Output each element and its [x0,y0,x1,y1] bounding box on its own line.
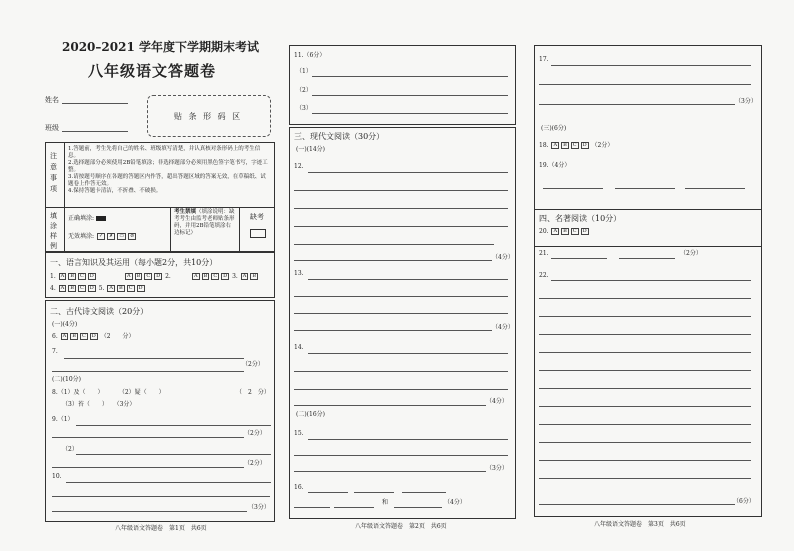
absent-label: 缺考 [250,213,264,221]
q7-score: （2分） [242,361,264,368]
q11-box [289,45,516,125]
q19-label: 19.（4分） [539,162,571,169]
q14-score: （4分） [486,398,508,405]
absent-checkbox[interactable] [250,229,266,238]
note-item: 1.答题前，考生先将自己的姓名、班级填写清楚，并认真核对条形码上的考生信息。 [68,146,261,159]
choice-d[interactable]: D [89,273,94,279]
choice-c[interactable]: C [79,273,84,279]
fill-wrong: 无效填涂: ✓ ✗ ▭ ⊘ [68,233,135,240]
q14-label: 14. [294,344,304,351]
q11-label: 11.（6分） [294,52,326,59]
part-1-label: (一)(4分) [52,321,78,328]
q10-score: （3分） [248,504,270,511]
fill-label-cell [46,207,65,251]
filled-sample [96,216,106,221]
part-2-label: (二)(10分) [52,376,81,383]
q15-score: （3分） [486,465,508,472]
barcode-area [147,95,271,137]
q11-2-label: （2） [296,87,312,94]
q12-score: （4分） [492,254,514,261]
section4-box [534,209,762,517]
section3-title: 三、现代文阅读（30分） [294,132,385,141]
q20-row: 20. A B C D [539,228,587,235]
section2-box [45,300,275,522]
q22-label: 22. [539,272,549,279]
q9-2-label: （2） [62,446,78,453]
q18-row: 18. A B C D （2分） [539,142,614,149]
footer-page-3: 八年级语文答题卷 第3页 共6页 [594,521,686,528]
q9-score-2: （2分） [244,460,266,467]
notes-box [45,142,275,252]
q4-row: 4. A B C D 5. A B C D [50,285,143,292]
part-3-label: (三)(6分) [541,125,567,132]
barcode-label: 贴 条 形 码 区 [174,112,243,121]
q17-score: （3分） [735,98,757,105]
q12-label: 12. [294,163,304,170]
section2-title: 二、古代诗文阅读（20分） [50,307,149,316]
notes-label: 注意事项 [50,152,57,193]
paper-title: 八年级语文答题卷 [88,62,217,80]
fill-label: 填涂样例 [50,212,57,250]
q13-score: （4分） [492,324,514,331]
q16-score: （4分） [444,499,466,506]
q3-row: A B C D 3. A B [194,273,257,280]
note-item: 2.选择题部分必须使用2B铅笔填涂；非选择题部分必须用黑色签字笔书写，字迹工整。 [68,160,268,173]
q11-3-label: （3） [296,105,312,112]
s3-part-2-label: (二)(16分) [296,411,325,418]
s3-part-1-label: (一)(14分) [296,146,325,153]
q8-row1: 8.（1）及（ ） （2）疑（ ） [52,389,165,396]
name-field[interactable] [62,103,128,104]
name-label: 姓名 [45,96,59,104]
section3-box [289,127,516,519]
footer-page-1: 八年级语文答题卷 第1页 共6页 [115,525,207,532]
q2-row: A B C D 2. [127,273,171,280]
notes-label-cell [46,143,65,208]
q9-score-1: （2分） [244,430,266,437]
class-field[interactable] [62,131,128,132]
q13-label: 13. [294,270,304,277]
q11-1-label: （1） [296,68,312,75]
q7-label: 7. [52,348,58,355]
q16-and: 和 [382,499,389,506]
fill-correct: 正确填涂: [68,215,106,223]
q21-score: （2分） [680,250,702,257]
q16-label: 16. [294,484,304,491]
q22-score: （6分） [733,498,755,505]
q10-label: 10. [52,473,62,480]
q6-row: 6. A B C D （2 分） [52,333,135,340]
q9-label: 9.（1） [52,416,74,423]
note-item: 4.保持答题卡清洁，不折叠、不破损。 [68,188,162,194]
q8-row2: （3）苔（ ） （3分） [62,401,136,408]
exam-title: 2020–2021 学年度下学期期末考试 [62,40,259,54]
note-item: 3.请按题号顺序在各题的答题区内作答，超出答题区域的答案无效，在草稿纸、试题卷上作答无效。 [68,174,266,187]
choice-b[interactable]: B [70,273,74,279]
q21-label: 21. [539,250,549,257]
class-label: 班级 [45,124,59,132]
choice-a[interactable]: A [60,273,65,279]
notes-list [68,146,268,195]
section4-title: 四、名著阅读（10分） [539,214,622,223]
footer-page-2: 八年级语文答题卷 第2页 共6页 [355,523,447,530]
forbidden-area: 考生禁填（填涂说明：缺考考生由监考老师贴条形码，并用2B铅笔填涂右边标记） [174,209,235,236]
q15-label: 15. [294,430,304,437]
section1-title: 一、语言知识及其运用（每小题2分，共10分） [50,258,218,267]
q17-label: 17. [539,56,549,63]
section1-box [45,252,275,298]
q8-score: （ 2 分） [236,389,270,396]
q1-row: 1. A B C D [50,273,94,280]
